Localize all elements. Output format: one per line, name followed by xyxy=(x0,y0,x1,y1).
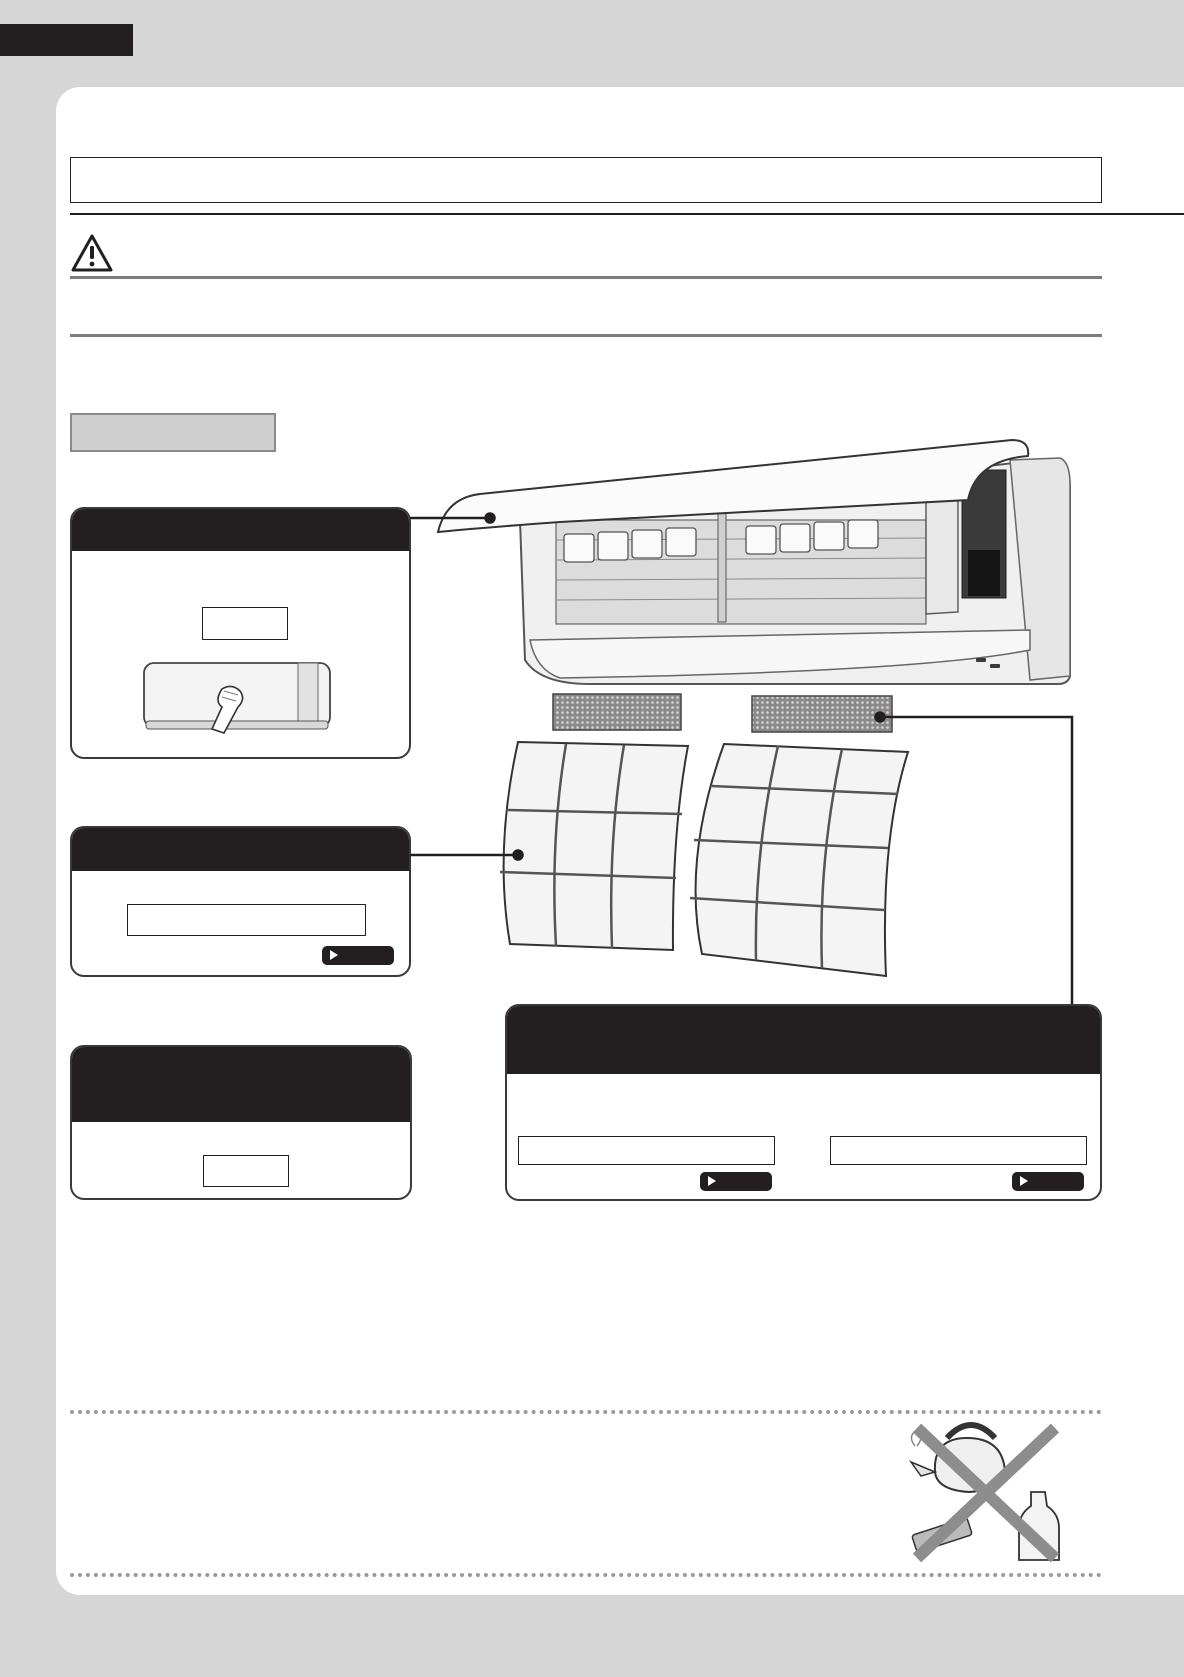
callout-label-box-left xyxy=(518,1136,775,1165)
front-panel-callout xyxy=(70,507,411,759)
deodorizing-filter-callout xyxy=(505,1004,1102,1201)
page-title-box xyxy=(70,157,1102,203)
callout-header xyxy=(72,1047,410,1122)
callout-label-box xyxy=(203,1155,289,1187)
callout-label-box-right xyxy=(830,1136,1087,1165)
section-tab xyxy=(0,24,133,56)
callout-header xyxy=(72,509,409,551)
reference-page-button-right[interactable] xyxy=(1012,1172,1084,1191)
callout-header xyxy=(72,828,409,871)
reference-page-button-left[interactable] xyxy=(700,1172,772,1191)
prohibited-items-icon xyxy=(895,1418,1075,1568)
section-label-box xyxy=(70,413,276,452)
warning-rule-top xyxy=(70,276,1102,279)
air-filter-callout xyxy=(70,826,411,977)
reference-page-button[interactable] xyxy=(322,946,394,965)
callout-label-box xyxy=(202,607,288,640)
warning-rule-bottom xyxy=(70,334,1102,337)
indoor-unit-callout xyxy=(70,1045,412,1200)
title-rule xyxy=(70,213,1184,215)
note-divider-bottom xyxy=(70,1573,1102,1577)
callout-header xyxy=(507,1006,1100,1074)
unit-wipe-illustration xyxy=(138,655,338,741)
note-divider-top xyxy=(70,1410,1102,1414)
warning-triangle-icon xyxy=(70,233,114,273)
callout-label-box xyxy=(127,904,366,936)
